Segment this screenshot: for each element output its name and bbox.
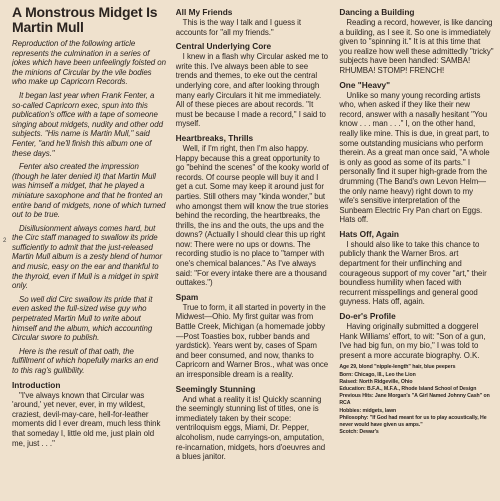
section-heading-seemingly-stunning: Seemingly Stunning	[175, 383, 256, 394]
section-paragraph: True to form, it all started in poverty in the Midwest—Ohio. My first guitar was from Battle Creek, Michigan (a homemade jobby—Post Toasties box, rubber bands and yardstick). Years went by, cases of Spam and beer consumed, and now, thanks to Capricorn and Warner Bros., what was once an irresponsible dream is a reality.	[175, 302, 329, 379]
page-number: 2	[3, 238, 7, 244]
column-2	[176, 5, 331, 497]
section-paragraph: This is the way I talk and I guess it accounts for "all my friends."	[175, 18, 301, 37]
profile-fact: Previous Hits: Jane Morgan's "A Girl Named Johnny Cash" on RCA	[339, 393, 490, 407]
section-heading-hats-off-again: Hats Off, Again	[339, 228, 399, 239]
section-heading-spam: Spam	[175, 291, 199, 302]
intro-paragraph: Disillusionment always comes hard, but the Circ staff managed to swallow its pride sufficiently to admit that the just-released Martin Mull album is a zesty blend of humor and music, easy on the ear and thankful to the thyroid, even if Mull is a midget in spirit only.	[12, 223, 163, 291]
section-paragraph: I knew in a flash why Circular asked me to write this. I've always been able to see trends and themes, to eke out the central underlying core, and after looking through many early Circulars it hit me immediately. All of these pieces are about records. "It must be because I made a record," I said to myself.	[175, 52, 328, 129]
section-paragraph: Reading a record, however, is like dancing a building, as I see it. So one is immediately given to "spinning it." It is at this time that you realize how well these admittedly "tricky" subjects have been handled: SAMBA! RHUMBA! STOMP! FRENCH!	[339, 18, 494, 75]
profile-fact: Philosophy: "If God had meant for us to play acoustically, He never would have given us amps."	[339, 414, 487, 429]
profile-fact: Age 29, blond "nipple-length" hair, blue peepers	[339, 364, 456, 371]
profile-facts-list	[339, 364, 494, 436]
section-heading-one-heavy: One "Heavy"	[339, 79, 391, 90]
section-paragraph: I should also like to take this chance to publicly thank the Warner Bros. art department for their unflinching and courageous support of my cover "art," their boundless humility when faced with recurrent misspellings and general good guyness. Hats off, again.	[339, 239, 487, 307]
profile-fact: Scotch: Dewar's	[339, 429, 379, 436]
intro-paragraph: Here is the result of that oath, the fulfillment of which hopefully marks an end to this rag's gullibility.	[12, 346, 159, 375]
intro-paragraph: It began last year when Frank Fenter, a so-called Capricorn exec, spun into this publication's office with a tape of someone singing about midgets, nudity and other odd subjects. "His name is Martin Mull," said Fenter, "and he'll finish this album one of these days."	[12, 90, 163, 158]
section-heading-heartbreaks-thrills: Heartbreaks, Thrills	[175, 132, 254, 143]
profile-fact: Raised: North Ridgeville, Ohio	[339, 378, 413, 385]
profile-fact: Hobbies: midgets, lawn	[339, 407, 397, 414]
profile-fact: Born: Chicago, Ill., Leo the Lion	[339, 371, 416, 378]
intro-paragraph: So well did Circ swallow its pride that it even asked the full-sized wise guy who perpetrated Martin Mull to write about himself and the album, which accounting Circular swore to publish.	[12, 294, 153, 343]
section-paragraph: And what a reality it is! Quickly scanning the seemingly stunning list of titles, one is immediately taken by their scope: ventriloquism eggs, Miami, Dr. Pepper, alcoholism, nude carryings-on, amputation, re-incarnation, midgets, hors d'oeuvres and a blues janitor.	[175, 394, 326, 462]
section-paragraph: Unlike so many young recording artists who, when asked if they like their new record, answer with a nasally hesitant "You know . . . man . . ." I, on the other hand, really like mine. This is due, in great part, to some outstanding musicians who perform therein. As a great man once said, "A whole is only as good as some of its parts." I personally find it super high-grade from the drumming (The Band's own Levon Helm—the only name heavy) right down to my wife's sensitive interpretation of the Sunbeam Electric Fry Pan chart on Eggs. Hats off.	[339, 90, 490, 225]
intro-block	[12, 39, 167, 376]
column-1	[12, 5, 167, 497]
intro-paragraph: Reproduction of the following article represents the culmination in a series of jokes which have been unfeelingly foisted on the minions of Circular by the vile bodies who make up Capricorn Records.	[12, 39, 166, 87]
section-heading-introduction: Introduction	[12, 379, 61, 390]
intro-paragraph: Fenter also created the impression (though he later denied it) that Martin Mull was himself a midget, that he played a miniature saxophone and that he fronted an entire band of midgets, none of which turned out to be true.	[12, 162, 166, 220]
profile-fact: Education: B.F.A., M.F.A., Rhode Island School of Design	[339, 386, 477, 393]
section-heading-all-my-friends: All My Friends	[175, 7, 233, 17]
column-3	[339, 5, 494, 497]
section-paragraph: Well, if I'm right, then I'm also happy. Happy because this a great opportunity to go "behind the scenes" of the kooky world of records. Of course people will buy it and I get a cut. Some may keep it around just for parties. Still others may "kinda wonder," but who amongst them will know the true stories behind the recording, the heartbreaks, the thrills, the ins and the outs, the ups and the downs? (Actually I should clear this up right now: There were no ups or downs. The recording studio is no place to "tamper with one's chemical balances." As I've always said: "For every intake there are a thousand outtakes.")	[175, 143, 329, 288]
article-body	[12, 5, 494, 497]
article-headline: A Monstrous Midget Is Martin Mull	[12, 5, 158, 35]
section-heading-do-ers-profile: Do-er's Profile	[339, 311, 396, 322]
section-heading-dancing-a-building: Dancing a Building	[339, 7, 415, 17]
section-paragraph: "I've always known that Circular was 'around,' yet never, ever, in my wildest, craziest, devil-may-care, hell-for-leather moments did I ever dream, much less think that someday I, little old me, just plain old me, just . . ."	[12, 390, 161, 448]
section-paragraph: Having originally submitted a doggerel Hank Williams' effort, to wit: "Son of a gun, I've had big fun, on my bio," I was told to present a more accurate biography. O.K.	[339, 322, 486, 360]
section-heading-central-underlying-core: Central Underlying Core	[175, 41, 272, 52]
